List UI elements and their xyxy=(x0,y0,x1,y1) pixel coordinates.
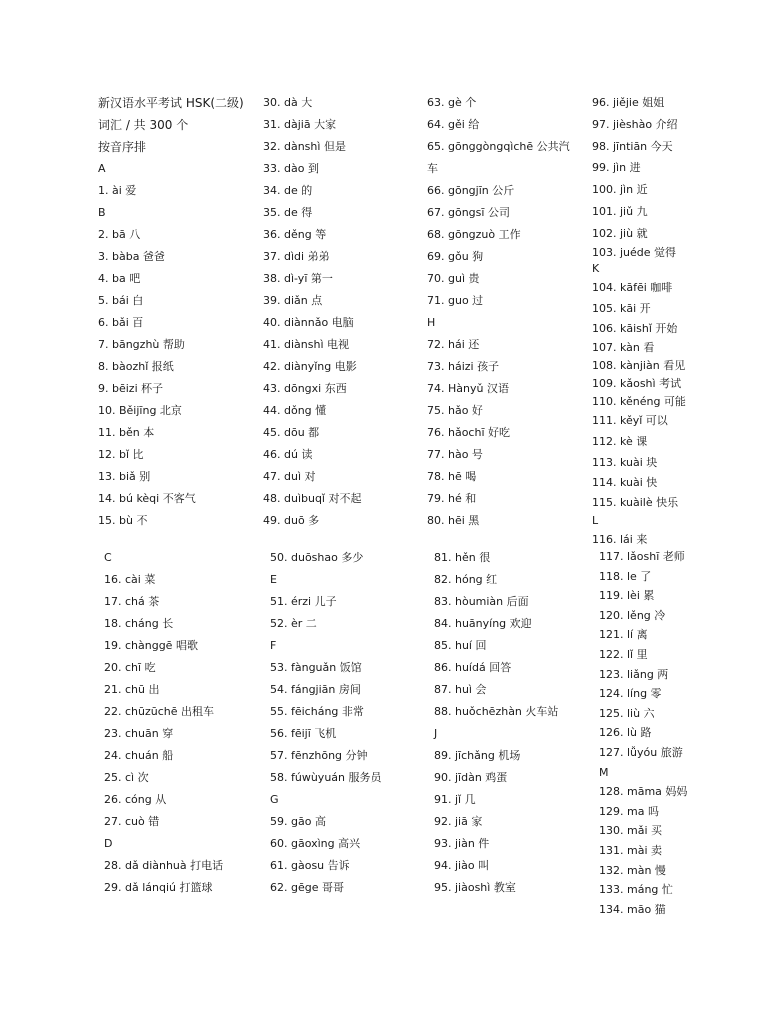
vocab-entry: 7. bāngzhù 帮助 xyxy=(98,338,185,351)
vocab-entry: 6. bǎi 百 xyxy=(98,316,144,329)
vocab-entry: 107. kàn 看 xyxy=(592,340,655,354)
vocab-entry: 31. dàjiā 大家 xyxy=(263,118,337,131)
vocab-entry: 90. jīdàn 鸡蛋 xyxy=(434,771,508,784)
vocab-entry: 116. lái 来 xyxy=(592,532,648,546)
vocab-entry: 63. gè 个 xyxy=(427,96,477,109)
letter-heading: A xyxy=(98,162,106,175)
vocab-entry: 124. líng 零 xyxy=(599,687,662,701)
vocab-entry: 114. kuài 快 xyxy=(592,475,658,489)
letter-heading: B xyxy=(98,206,106,219)
vocab-entry: 110. kěnéng 可能 xyxy=(592,394,686,408)
vocab-entry: 101. jiǔ 九 xyxy=(592,204,648,218)
vocab-entry: 78. hē 喝 xyxy=(427,470,477,483)
vocab-entry: 77. hào 号 xyxy=(427,448,483,461)
vocab-entry: 54. fángjiān 房间 xyxy=(270,683,361,696)
section-2-column-3 xyxy=(434,547,599,899)
vocab-entry: 59. gāo 高 xyxy=(270,815,326,828)
section-2-column-1 xyxy=(104,547,266,899)
section-2-column-4 xyxy=(599,547,764,919)
vocab-entry: 42. diànyǐng 电影 xyxy=(263,360,357,373)
vocab-entry: 56. fēijī 飞机 xyxy=(270,727,337,740)
letter-heading: C xyxy=(104,551,112,564)
vocab-entry: 30. dà 大 xyxy=(263,96,313,109)
vocab-entry: 65. gōnggòngqìchē 公共汽 xyxy=(427,140,570,153)
vocab-entry: 132. màn 慢 xyxy=(599,863,666,877)
vocab-entry: 27. cuò 错 xyxy=(104,815,160,828)
sort-order-label: 按音序排 xyxy=(98,140,147,154)
vocab-entry: 9. bēizi 杯子 xyxy=(98,382,164,395)
vocab-entry: 131. mài 卖 xyxy=(599,843,662,857)
vocab-entry: 48. duìbuqǐ 对不起 xyxy=(263,492,362,505)
section-2-column-2 xyxy=(270,547,430,899)
vocab-entry: 66. gōngjīn 公斤 xyxy=(427,184,515,197)
vocab-entry: 69. gǒu 狗 xyxy=(427,250,484,263)
vocab-entry: 1. ài 爱 xyxy=(98,184,137,197)
vocab-entry: 18. cháng 长 xyxy=(104,617,174,630)
vocab-entry: 45. dōu 都 xyxy=(263,426,320,439)
vocab-entry: 29. dǎ lánqiú 打篮球 xyxy=(104,881,213,894)
vocab-entry: 119. lèi 累 xyxy=(599,589,655,603)
vocab-entry: 97. jièshào 介绍 xyxy=(592,117,678,131)
vocab-entry: 102. jiù 就 xyxy=(592,226,648,240)
vocab-entry: 103. juéde 觉得 xyxy=(592,245,677,259)
vocab-entry: 118. le 了 xyxy=(599,569,652,583)
vocab-entry: 74. Hànyǔ 汉语 xyxy=(427,382,509,395)
vocab-entry: 37. dìdi 弟弟 xyxy=(263,250,330,263)
vocab-entry: 133. máng 忙 xyxy=(599,883,673,897)
vocab-entry: 60. gāoxìng 高兴 xyxy=(270,837,361,850)
vocab-entry: 21. chū 出 xyxy=(104,683,160,696)
letter-heading: H xyxy=(427,316,436,329)
vocab-entry: 68. gōngzuò 工作 xyxy=(427,228,521,241)
vocab-entry: 4. ba 吧 xyxy=(98,272,141,285)
vocab-entry: 95. jiàoshì 教室 xyxy=(434,881,516,894)
vocab-entry: 113. kuài 块 xyxy=(592,455,658,469)
vocab-entry: 71. guo 过 xyxy=(427,294,484,307)
section-1-column-2 xyxy=(263,92,423,532)
vocab-entry: 85. huí 回 xyxy=(434,639,487,652)
vocab-entry: 94. jiào 叫 xyxy=(434,859,490,872)
vocab-entry: 98. jīntiān 今天 xyxy=(592,139,673,153)
letter-heading: K xyxy=(592,261,600,275)
vocab-entry: 83. hòumiàn 后面 xyxy=(434,595,529,608)
vocab-entry: 122. lǐ 里 xyxy=(599,647,648,661)
vocab-entry: 20. chī 吃 xyxy=(104,661,156,674)
vocab-entry: 108. kànjiàn 看见 xyxy=(592,358,686,372)
vocab-entry: 43. dōngxi 东西 xyxy=(263,382,347,395)
vocab-entry: 123. liǎng 两 xyxy=(599,667,669,681)
vocab-entry: 61. gàosu 告诉 xyxy=(270,859,350,872)
vocab-entry: 62. gēge 哥哥 xyxy=(270,881,344,894)
vocab-entry: 32. dànshì 但是 xyxy=(263,140,346,153)
vocab-entry: 125. liù 六 xyxy=(599,706,655,720)
vocab-entry: 81. hěn 很 xyxy=(434,551,491,564)
letter-heading: F xyxy=(270,639,277,652)
vocab-entry: 2. bā 八 xyxy=(98,228,141,241)
vocab-entry-continuation: 车 xyxy=(427,162,438,175)
vocab-entry: 82. hóng 红 xyxy=(434,573,498,586)
vocab-entry: 92. jiā 家 xyxy=(434,815,483,828)
vocab-entry: 105. kāi 开 xyxy=(592,301,651,315)
vocab-entry: 10. Běijīng 北京 xyxy=(98,404,182,417)
letter-heading: M xyxy=(599,765,609,779)
vocab-entry: 129. ma 吗 xyxy=(599,804,659,818)
vocab-entry: 41. diànshì 电视 xyxy=(263,338,349,351)
vocab-entry: 91. jǐ 几 xyxy=(434,793,476,806)
section-1-column-3 xyxy=(427,92,592,532)
vocab-entry: 57. fēnzhōng 分钟 xyxy=(270,749,368,762)
vocab-entry: 49. duō 多 xyxy=(263,514,320,527)
vocab-entry: 8. bàozhǐ 报纸 xyxy=(98,360,174,373)
vocab-entry: 88. huǒchēzhàn 火车站 xyxy=(434,705,559,718)
vocab-entry: 50. duōshao 多少 xyxy=(270,551,364,564)
vocab-entry: 12. bǐ 比 xyxy=(98,448,144,461)
vocab-entry: 76. hǎochī 好吃 xyxy=(427,426,511,439)
vocab-entry: 44. dǒng 懂 xyxy=(263,404,327,417)
vocab-entry: 80. hēi 黑 xyxy=(427,514,480,527)
vocab-entry: 70. guì 贵 xyxy=(427,272,480,285)
vocab-entry: 13. biǎ 别 xyxy=(98,470,151,483)
section-1-column-4 xyxy=(592,92,762,551)
vocab-entry: 72. hái 还 xyxy=(427,338,480,351)
vocab-entry: 36. děng 等 xyxy=(263,228,327,241)
vocab-entry: 134. māo 猫 xyxy=(599,902,666,916)
vocab-entry: 38. dì-yī 第一 xyxy=(263,272,333,285)
vocab-entry: 117. lǎoshī 老师 xyxy=(599,550,685,563)
vocab-entry: 39. diǎn 点 xyxy=(263,294,323,307)
vocab-entry: 106. kāishǐ 开始 xyxy=(592,321,678,335)
vocab-entry: 33. dào 到 xyxy=(263,162,319,175)
vocab-entry: 22. chūzūchē 出租车 xyxy=(104,705,215,718)
vocab-entry: 100. jìn 近 xyxy=(592,183,648,197)
vocab-entry: 28. dǎ diànhuà 打电话 xyxy=(104,859,224,872)
vocab-entry: 19. chànggē 唱歌 xyxy=(104,639,198,652)
vocab-entry: 26. cóng 从 xyxy=(104,793,167,806)
vocab-entry: 104. kāfēi 咖啡 xyxy=(592,280,673,294)
vocab-entry: 14. bú kèqi 不客气 xyxy=(98,492,196,505)
vocab-entry: 51. érzi 儿子 xyxy=(270,595,337,608)
vocab-entry: 24. chuán 船 xyxy=(104,749,174,762)
vocab-entry: 35. de 得 xyxy=(263,206,313,219)
vocab-entry: 121. lí 离 xyxy=(599,628,648,642)
vocab-entry: 34. de 的 xyxy=(263,184,313,197)
vocab-entry: 96. jiějie 姐姐 xyxy=(592,96,665,109)
vocab-entry: 109. kǎoshì 考试 xyxy=(592,376,682,390)
vocab-entry: 99. jìn 进 xyxy=(592,161,641,175)
vocab-entry: 115. kuàilè 快乐 xyxy=(592,495,679,509)
letter-heading: J xyxy=(434,727,438,740)
vocab-entry: 53. fànguǎn 饭馆 xyxy=(270,661,362,674)
vocab-entry: 52. èr 二 xyxy=(270,617,317,630)
vocab-entry: 67. gōngsī 公司 xyxy=(427,206,510,219)
document-subtitle: 词汇 / 共 300 个 xyxy=(98,118,189,132)
vocab-entry: 46. dú 读 xyxy=(263,448,313,461)
letter-heading: G xyxy=(270,793,279,806)
letter-heading: E xyxy=(270,573,277,586)
vocab-entry: 75. hǎo 好 xyxy=(427,404,483,417)
vocab-entry: 73. háizi 孩子 xyxy=(427,360,500,373)
vocab-entry: 89. jīchǎng 机场 xyxy=(434,749,521,762)
vocab-entry: 93. jiàn 件 xyxy=(434,837,490,850)
vocab-entry: 17. chá 茶 xyxy=(104,595,160,608)
vocab-entry: 11. běn 本 xyxy=(98,426,155,439)
vocab-entry: 128. māma 妈妈 xyxy=(599,785,688,799)
letter-heading: L xyxy=(592,513,599,527)
vocab-entry: 87. huì 会 xyxy=(434,683,487,696)
vocab-entry: 79. hé 和 xyxy=(427,492,477,505)
vocab-entry: 111. kěyǐ 可以 xyxy=(592,413,668,427)
vocab-entry: 23. chuān 穿 xyxy=(104,727,174,740)
vocab-entry: 64. gěi 给 xyxy=(427,118,480,131)
vocab-entry: 15. bù 不 xyxy=(98,514,148,527)
letter-heading: D xyxy=(104,837,113,850)
vocab-entry: 84. huānyíng 欢迎 xyxy=(434,617,532,630)
vocab-entry: 47. duì 对 xyxy=(263,470,316,483)
document-title: 新汉语水平考试 HSK(二级) xyxy=(98,96,244,110)
vocab-entry: 130. mǎi 买 xyxy=(599,824,662,838)
vocab-entry: 5. bái 白 xyxy=(98,294,144,307)
vocab-entry: 127. lǚyóu 旅游 xyxy=(599,745,683,759)
vocab-entry: 120. lěng 冷 xyxy=(599,608,666,622)
vocab-entry: 3. bàba 爸爸 xyxy=(98,250,165,263)
vocab-entry: 58. fúwùyuán 服务员 xyxy=(270,771,382,784)
vocab-entry: 126. lù 路 xyxy=(599,726,652,740)
vocab-entry: 25. cì 次 xyxy=(104,771,149,784)
vocab-entry: 112. kè 课 xyxy=(592,434,648,448)
vocab-entry: 86. huídá 回答 xyxy=(434,661,512,674)
vocab-entry: 40. diànnǎo 电脑 xyxy=(263,316,354,329)
vocab-entry: 16. cài 菜 xyxy=(104,573,156,586)
vocab-entry: 55. fēicháng 非常 xyxy=(270,705,364,718)
section-1-column-1 xyxy=(98,92,263,532)
